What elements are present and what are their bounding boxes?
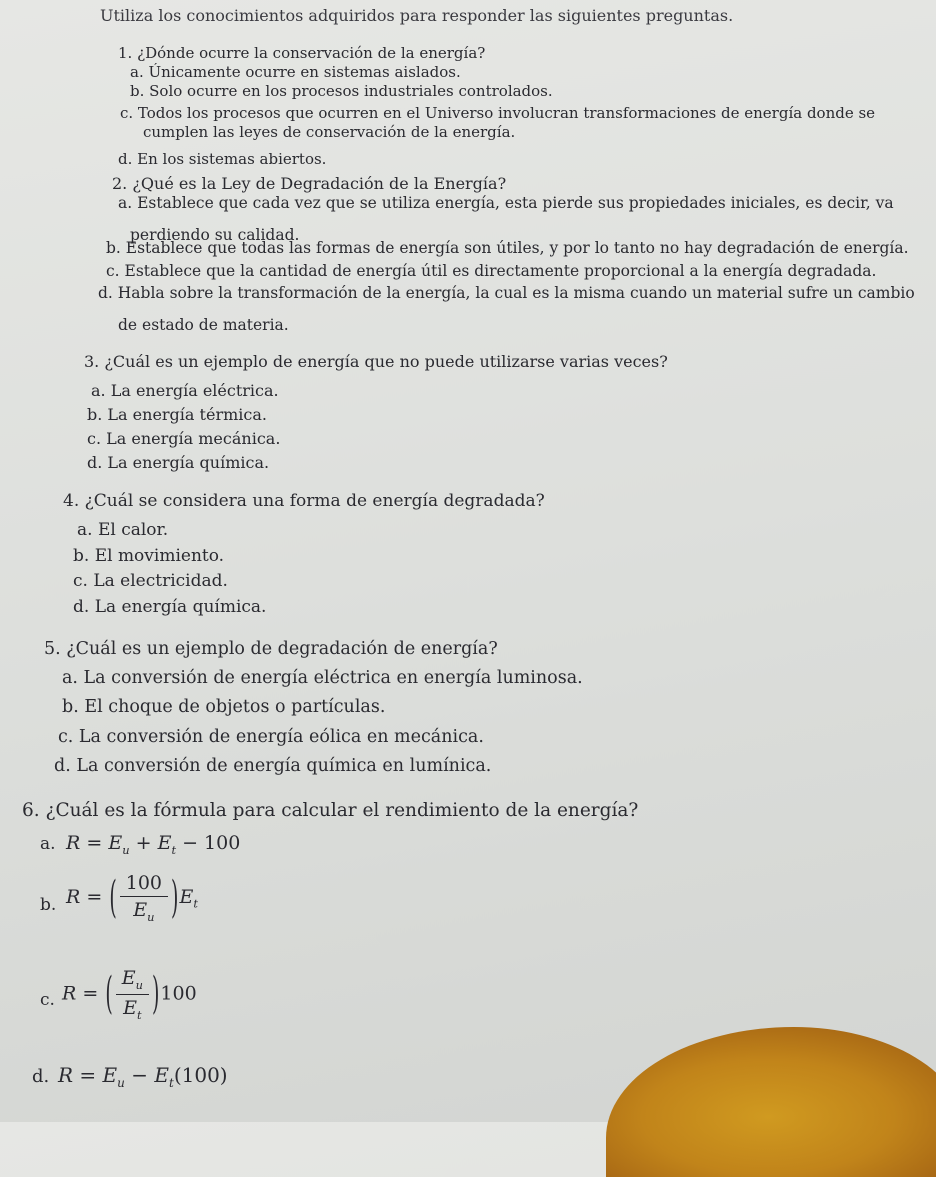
q1-option-c: c. Todos los procesos que ocurren en el Universo involucran transformaciones de energía donde se <box>120 104 876 122</box>
q3-option-b: b. La energía térmica. <box>87 405 267 424</box>
question-3: 3. ¿Cuál es un ejemplo de energía que no puede utilizarse varias veces? <box>84 352 668 371</box>
q4-option-b: b. El movimiento. <box>73 546 225 566</box>
question-2: 2. ¿Qué es la Ley de Degradación de la Energía? <box>112 174 507 193</box>
q6-formula-a: $R = E_u + E_t - 100$ <box>66 832 241 857</box>
q2-option-c: c. Establece que la cantidad de energía útil es directamente proporcional a la energía degradada. <box>106 262 877 280</box>
q6-option-b-label: b. <box>40 895 57 915</box>
q2-option-b: b. Establece que todas las formas de energía son útiles, y por lo tanto no hay degradación de energía. <box>106 239 909 257</box>
q6-option-a-label: a. <box>40 834 56 854</box>
q3-option-c: c. La energía mecánica. <box>87 429 281 448</box>
q1-option-b: b. Solo ocurre en los procesos industriales controlados. <box>130 82 553 100</box>
q4-option-c: c. La electricidad. <box>73 571 228 591</box>
q5-option-a: a. La conversión de energía eléctrica en energía luminosa. <box>62 668 583 688</box>
q6-formula-b: R = ( $\frac{100}{E_u}$ )$E_t$ <box>66 872 198 924</box>
q6-option-d-label: d. <box>32 1066 50 1087</box>
q3-option-a: a. La energía eléctrica. <box>91 381 279 400</box>
q6-option-c-label: c. <box>40 990 55 1010</box>
thumb-photo-overlay <box>606 1027 936 1177</box>
q1-option-c-cont: cumplen las leyes de conservación de la energía. <box>143 123 516 141</box>
question-1: 1. ¿Dónde ocurre la conservación de la energía? <box>118 44 486 62</box>
q5-option-d: d. La conversión de energía química en lumínica. <box>54 756 492 776</box>
q2-option-d-cont: de estado de materia. <box>118 316 289 334</box>
question-6: 6. ¿Cuál es la fórmula para calcular el rendimiento de la energía? <box>22 800 639 821</box>
q4-option-d: d. La energía química. <box>73 597 267 617</box>
q5-option-c: c. La conversión de energía eólica en mecánica. <box>58 727 484 747</box>
q3-option-d: d. La energía química. <box>87 453 270 472</box>
question-4: 4. ¿Cuál se considera una forma de energía degradada? <box>63 491 545 511</box>
q1-option-a: a. Únicamente ocurre en sistemas aislados. <box>130 63 461 81</box>
question-5: 5. ¿Cuál es un ejemplo de degradación de energía? <box>44 639 498 659</box>
instructions: Utiliza los conocimientos adquiridos para responder las siguientes preguntas. <box>100 6 734 25</box>
q1-option-d: d. En los sistemas abiertos. <box>118 150 327 168</box>
q2-option-d: d. Habla sobre la transformación de la energía, la cual es la misma cuando un material sufre un cambio <box>98 284 915 302</box>
q6-formula-c: R = ( $\frac{E_u}{E_t}$ )100 <box>62 967 197 1022</box>
q2-option-a: a. Establece que cada vez que se utiliza energía, esta pierde sus propiedades iniciales, es decir, va <box>118 194 894 212</box>
q5-option-b: b. El choque de objetos o partículas. <box>62 697 386 717</box>
q2-option-a-cont: perdiendo su calidad. <box>130 226 300 244</box>
q6-formula-d: $R = E_u - E_t(100)$ <box>58 1063 228 1090</box>
q4-option-a: a. El calor. <box>77 520 169 540</box>
